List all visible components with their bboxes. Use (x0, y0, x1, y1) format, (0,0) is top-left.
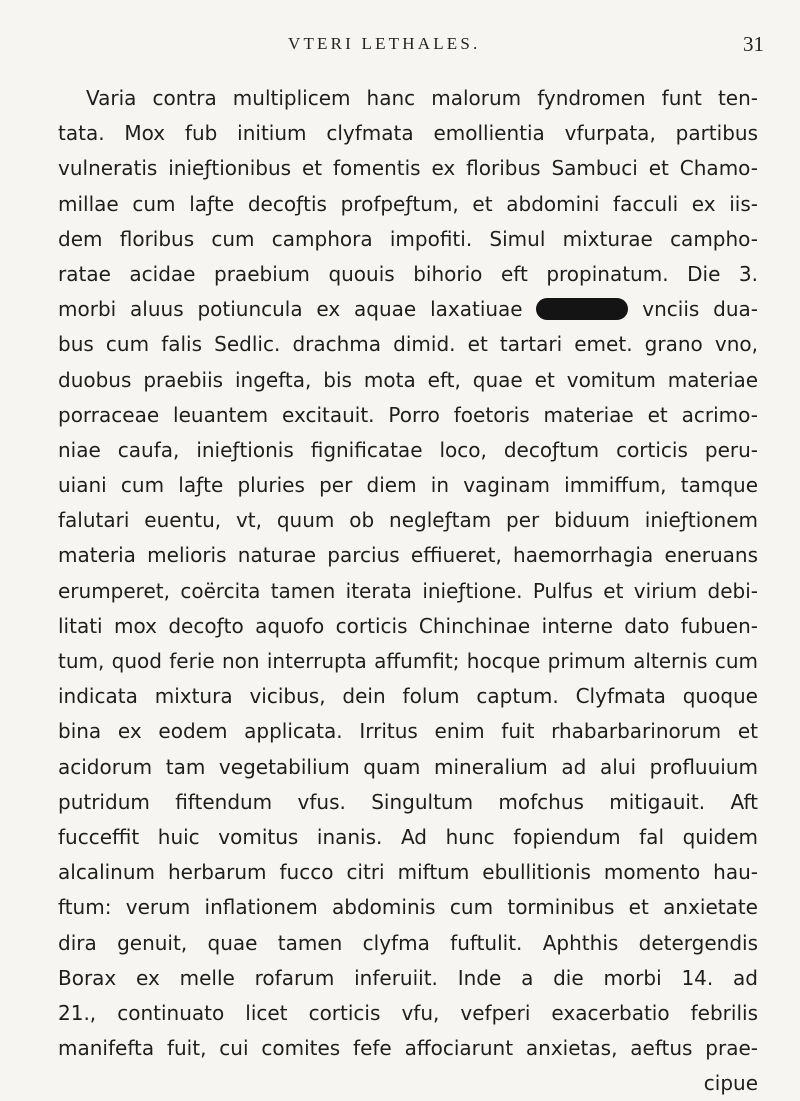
text-line: ftum: verum inflationem abdominis cum torminibus et anxietate (58, 895, 758, 920)
text-line: vulneratis inieƒtionibus et fomentis ex floribus Sambuci et Chamo- (58, 156, 758, 181)
text-line: manifefta fuit, cui comites fefe affociarunt anxietas, aeftus prae- (58, 1036, 758, 1061)
text-line: ratae acidae praebium quouis bihorio eft propinatum. Die 3. (58, 261, 758, 286)
body-paragraph (58, 81, 758, 1101)
text-line: Varia contra multiplicem hanc malorum fyndromen funt ten- (86, 86, 758, 110)
text-fragment: vnciis dua- (642, 297, 759, 322)
text-line: Borax ex melle rofarum inferuiit. Inde a die morbi 14. ad (58, 965, 758, 990)
text-line: litati mox decoƒto aquofo corticis Chinchinae interne dato fubuen- (58, 613, 758, 638)
text-line: dem floribus cum camphora impofiti. Simul mixturae campho- (58, 226, 758, 251)
text-line: acidorum tam vegetabilium quam mineralium ad alui profluuium (58, 754, 758, 779)
catchword: cipue (703, 1071, 758, 1096)
text-line: uiani cum laƒte pluries per diem in vaginam immiffum, tamque (58, 473, 758, 498)
text-line: erumperet, coërcita tamen iterata inieƒtione. Pulfus et virium debi- (58, 578, 758, 603)
text-line: fucceffit huic vomitus inanis. Ad hunc fopiendum fal quidem (58, 824, 758, 849)
text-line: porraceae leuantem excitauit. Porro foetoris materiae et acrimo- (58, 402, 758, 427)
text-line: materia melioris naturae parcius effiueret, haemorrhagia eneruans (58, 543, 758, 568)
text-line: tum, quod ferie non interrupta affumfit; hocque primum alternis cum (58, 649, 758, 673)
text-line: bus cum falis Sedlic. drachma dimid. et tartari emet. grano vno, (58, 332, 758, 357)
text-line: millae cum laƒte decoƒtis profpeƒtum, et abdomini facculi ex iis- (58, 191, 758, 216)
running-head (0, 34, 800, 62)
text-line: indicata mixtura vicibus, dein folum captum. Clyfmata quoque (58, 684, 758, 709)
text-line: 21., continuato licet corticis vfu, vefperi exacerbatio febrilis (58, 1000, 758, 1025)
text-line: niae caufa, inieƒtionis fignificatae loco, decoƒtum corticis peru- (58, 437, 758, 462)
text-line: falutari euentu, vt, quum ob negleƒtam per biduum inieƒtionem (58, 508, 758, 533)
text-line-with-redaction (58, 292, 758, 327)
text-line: alcalinum herbarum fucco citri miftum ebullitionis momento hau- (58, 860, 758, 885)
text-line: duobus praebiis ingefta, bis mota eft, quae et vomitum materiae (58, 367, 758, 392)
text-line: putridum fiftendum vfus. Singultum mofchus mitigauit. Aft (58, 789, 758, 814)
page-number: 31 (743, 32, 764, 56)
text-line: bina ex eodem applicata. Irritus enim fuit rhabarbarinorum et (58, 719, 758, 744)
text-line: tata. Mox fub initium clyfmata emollientia vfurpata, partibus (58, 121, 758, 146)
running-title: VTERI LETHALES. (288, 34, 481, 53)
redaction-mark (536, 298, 628, 320)
text-line: dira genuit, quae tamen clyfma fuftulit. Aphthis detergendis (58, 930, 758, 955)
text-fragment: morbi aluus potiuncula ex aquae laxatiuae (58, 297, 523, 322)
